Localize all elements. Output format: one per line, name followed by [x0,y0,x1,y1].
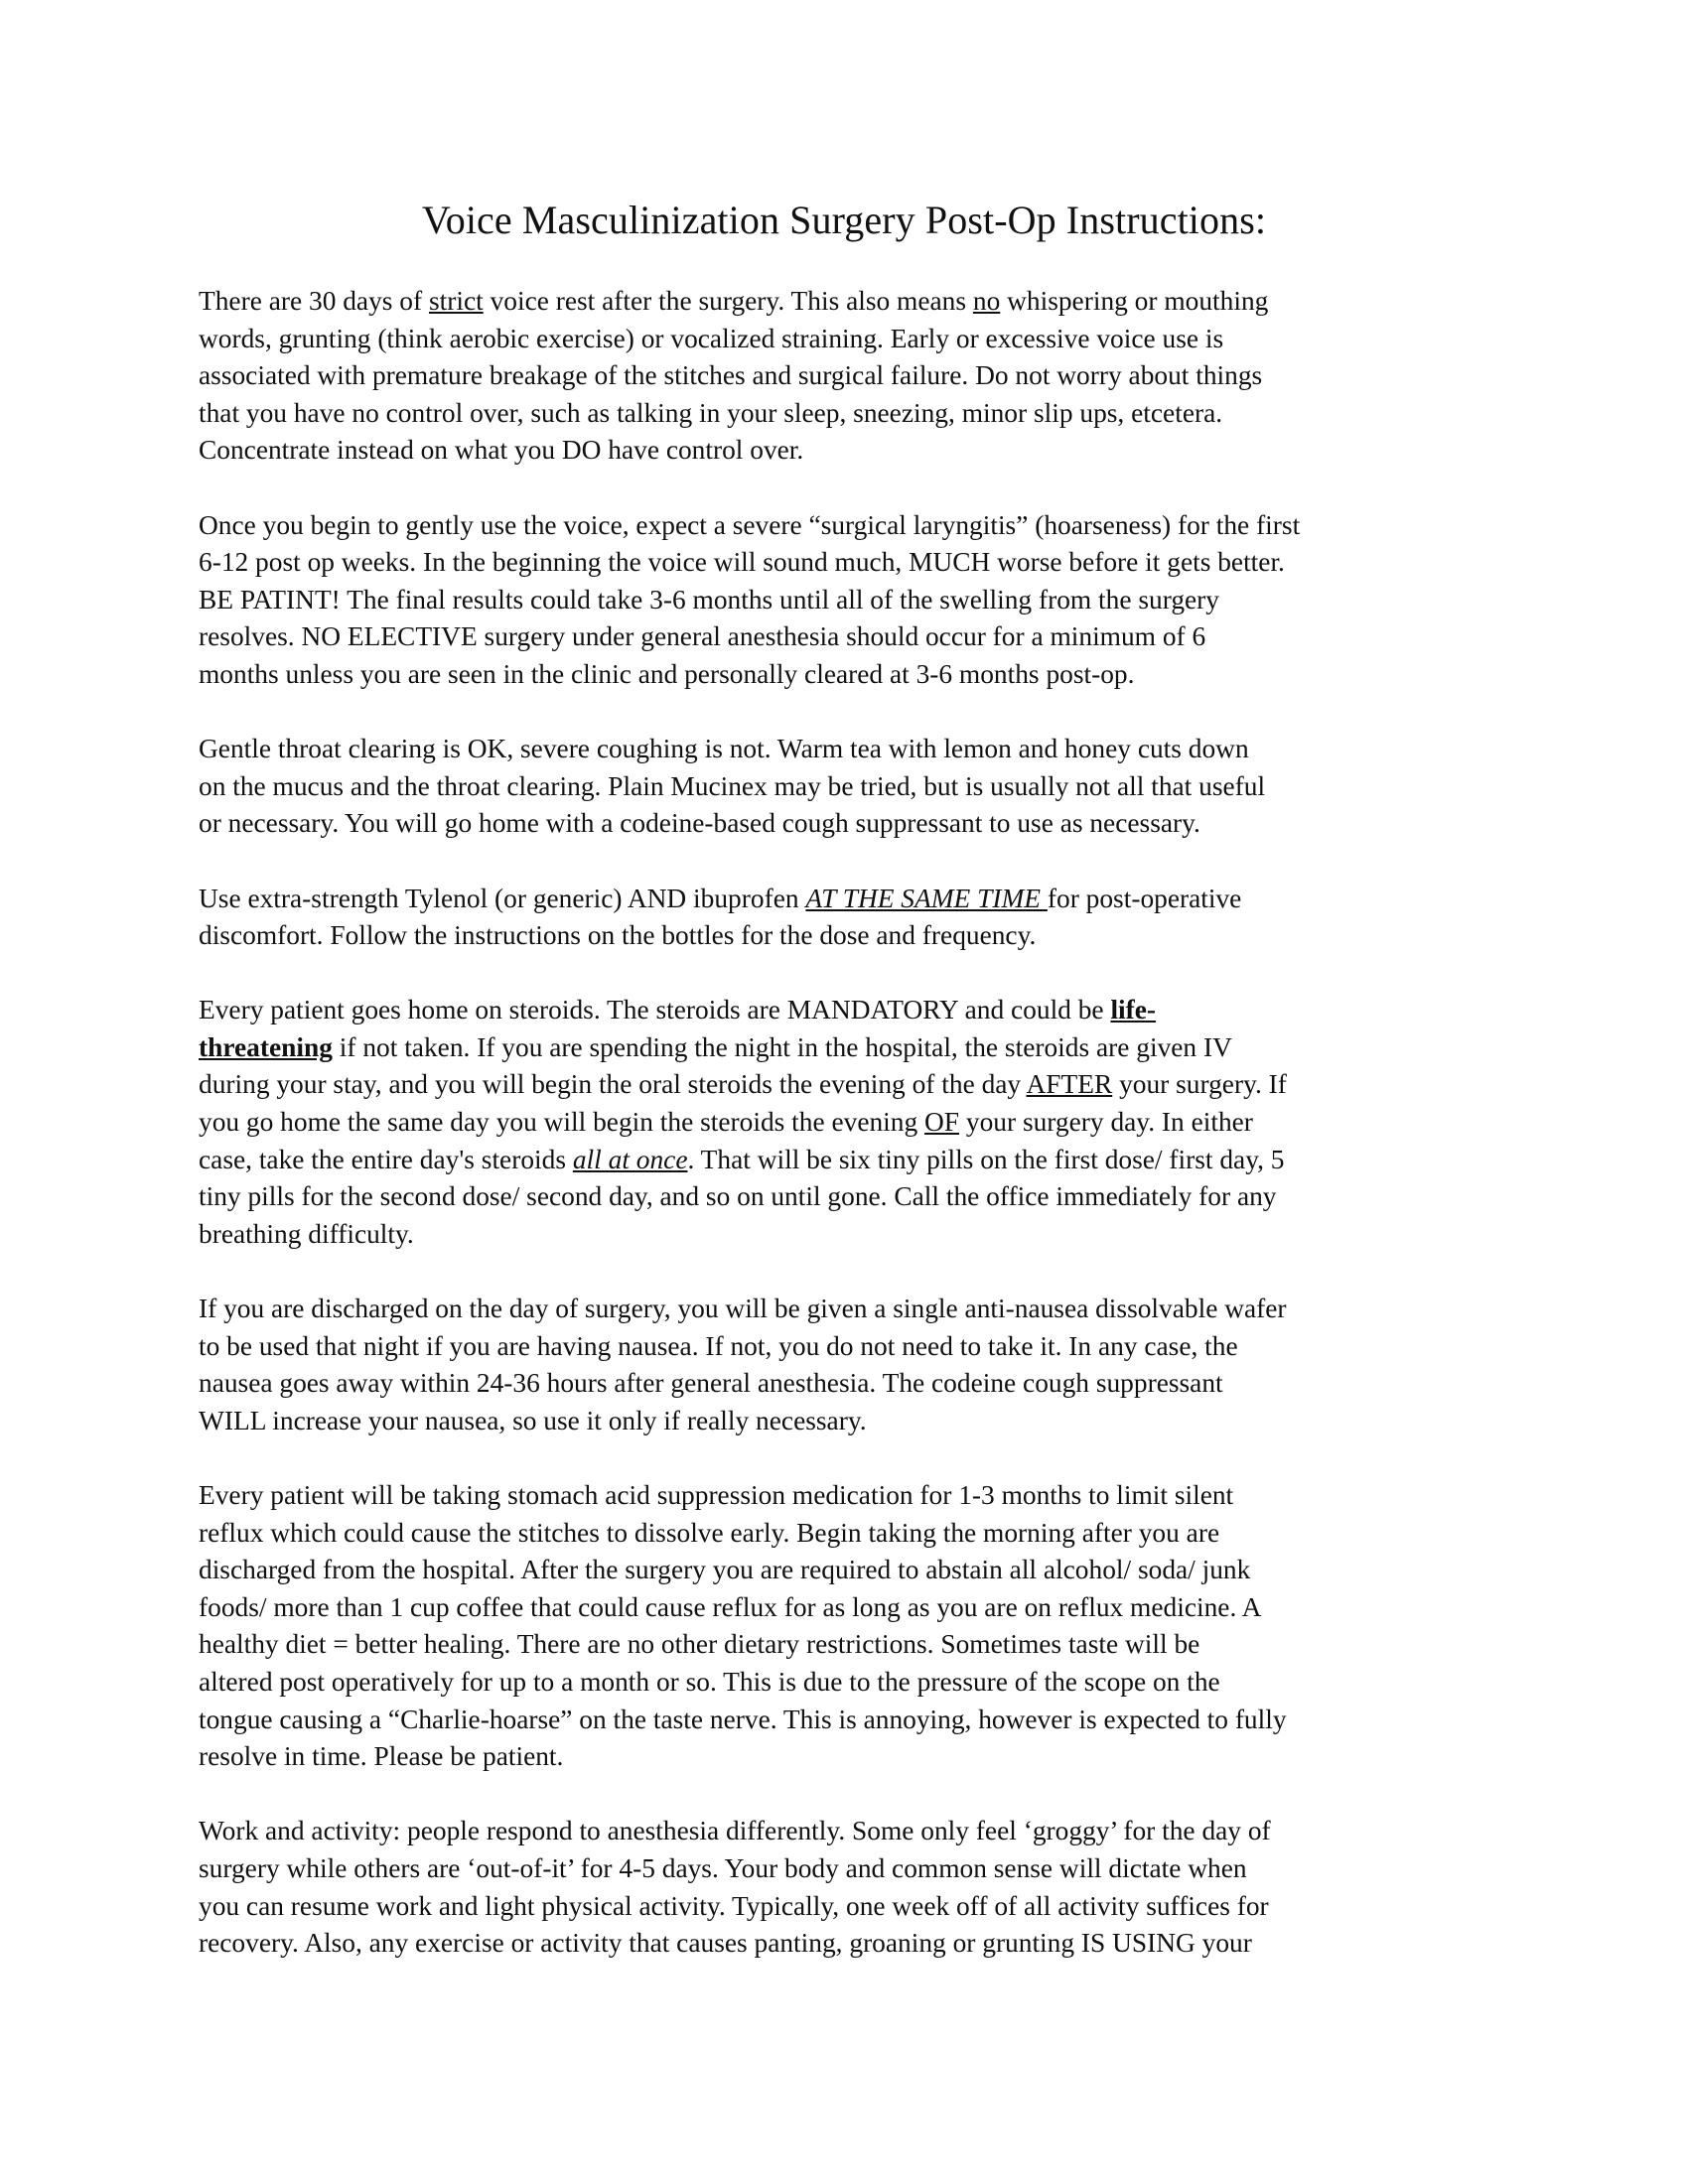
text-run: whispering or mouthing [1000,286,1269,316]
text-line: Concentrate instead on what you DO have control over. [199,435,804,466]
text-run: voice rest after the surgery. This also means [483,286,973,316]
text-line: words, grunting (think aerobic exercise) or vocalized straining. Early or excessive voice use is [199,323,1224,353]
text-line [199,1029,1519,1067]
text-line: resolves. NO ELECTIVE surgery under general anesthesia should occur for a minimum of 6 [199,621,1206,652]
text-line: breathing difficulty. [199,1218,414,1249]
text-run: you go home the same day you will begin the steroids the evening [199,1107,925,1138]
text-line: that you have no control over, such as talking in your sleep, sneezing, minor slip ups, etcetera. [199,397,1223,428]
text-line: Every patient will be taking stomach acid suppression medication for 1-3 months to limit silent [199,1480,1234,1510]
text-line: to be used that night if you are having nausea. If not, you do not need to take it. In any case, the [199,1330,1238,1361]
text-line: WILL increase your nausea, so use it only if really necessary. [199,1405,867,1435]
text-line: healthy diet = better healing. There are no other dietary restrictions. Sometimes taste will be [199,1629,1200,1660]
paragraph-reflux-diet [199,1477,1519,1776]
text-line: recovery. Also, any exercise or activity that causes panting, groaning or grunting IS USING your [199,1928,1252,1959]
paragraph-voice-rest [199,283,1519,470]
paragraph-throat-clearing [199,731,1519,843]
text-line: Work and activity: people respond to anesthesia differently. Some only feel ‘groggy’ for the day of [199,1816,1271,1846]
paragraph-nausea [199,1291,1519,1439]
text-line: months unless you are seen in the clinic and personally cleared at 3-6 months post-op. [199,658,1135,689]
text-run: for post-operative [1047,883,1242,913]
paragraph-pain-medication [199,881,1519,955]
text-run: if not taken. If you are spending the night in the hospital, the steroids are given IV [332,1031,1232,1062]
text-run: case, take the entire day's steroids [199,1144,573,1174]
text-line: resolve in time. Please be patient. [199,1741,564,1772]
text-run: There are 30 days of [199,286,429,316]
text-line: If you are discharged on the day of surgery, you will be given a single anti-nausea dissolvable wafer [199,1294,1287,1324]
text-line: you can resume work and light physical activity. Typically, one week off of all activity suffices for [199,1890,1269,1921]
document-body [199,283,1519,1999]
text-line: discomfort. Follow the instructions on the bottles for the dose and frequency. [199,920,1037,951]
text-line: altered post operatively for up to a month or so. This is due to the pressure of the scope on the [199,1666,1220,1697]
text-run: during your stay, and you will begin the oral steroids the evening of the day [199,1069,1027,1100]
text-line: BE PATINT! The final results could take 3-6 months until all of the swelling from the surgery [199,584,1220,614]
text-line: tiny pills for the second dose/ second day, and so on until gone. Call the office immediately for any [199,1181,1277,1212]
text-line: 6-12 post op weeks. In the beginning the voice will sound much, MUCH worse before it gets better. [199,547,1285,578]
emphasis-same-time: AT THE SAME TIME [805,883,1048,913]
text-line: or necessary. You will go home with a codeine-based cough suppressant to use as necessary. [199,808,1200,839]
text-line: nausea goes away within 24-36 hours after general anesthesia. The codeine cough suppressant [199,1368,1223,1399]
text-line: foods/ more than 1 cup coffee that could cause reflux for as long as you are on reflux medicine. A [199,1591,1262,1622]
emphasis-all-at-once: all at once [572,1144,688,1174]
emphasis-of: OF [924,1107,960,1138]
text-line: reflux which could cause the stitches to dissolve early. Begin taking the morning after you are [199,1517,1220,1548]
text-line [199,1066,1519,1104]
emphasis-life-threatening: life- [1110,995,1157,1025]
text-line: Once you begin to gently use the voice, expect a severe “surgical laryngitis” (hoarseness) for the first [199,509,1301,540]
text-line: surgery while others are ‘out-of-it’ for 4-5 days. Your body and common sense will dictate when [199,1852,1247,1883]
emphasis-strict: strict [428,286,484,316]
text-line [199,283,1519,321]
emphasis-no: no [972,286,1001,316]
emphasis-after: AFTER [1026,1069,1113,1100]
text-run: Every patient goes home on steroids. The steroids are MANDATORY and could be [199,995,1111,1025]
page-title: Voice Masculinization Surgery Post-Op Instructions: [421,198,1267,242]
text-line: Gentle throat clearing is OK, severe coughing is not. Warm tea with lemon and honey cuts down [199,734,1249,764]
text-run: . That will be six tiny pills on the first dose/ first day, 5 [687,1144,1285,1174]
text-run: Use extra-strength Tylenol (or generic) AND ibuprofen [199,883,806,913]
text-line: discharged from the hospital. After the surgery you are required to abstain all alcohol/ soda/ junk [199,1555,1251,1585]
text-line [199,1142,1519,1179]
text-run: your surgery. If [1112,1069,1287,1100]
text-line [199,1104,1519,1142]
text-line [199,881,1519,918]
text-line: associated with premature breakage of the stitches and surgical failure. Do not worry about things [199,360,1263,391]
paragraph-steroids [199,992,1519,1253]
paragraph-work-activity [199,1813,1519,1962]
text-line: tongue causing a “Charlie-hoarse” on the taste nerve. This is annoying, however is expected to fully [199,1704,1287,1734]
text-run: your surgery day. In either [959,1107,1253,1138]
text-line [199,992,1519,1029]
paragraph-laryngitis [199,507,1519,694]
emphasis-life-threatening: threatening [199,1031,333,1062]
text-line: on the mucus and the throat clearing. Plain Mucinex may be tried, but is usually not all that useful [199,770,1266,801]
